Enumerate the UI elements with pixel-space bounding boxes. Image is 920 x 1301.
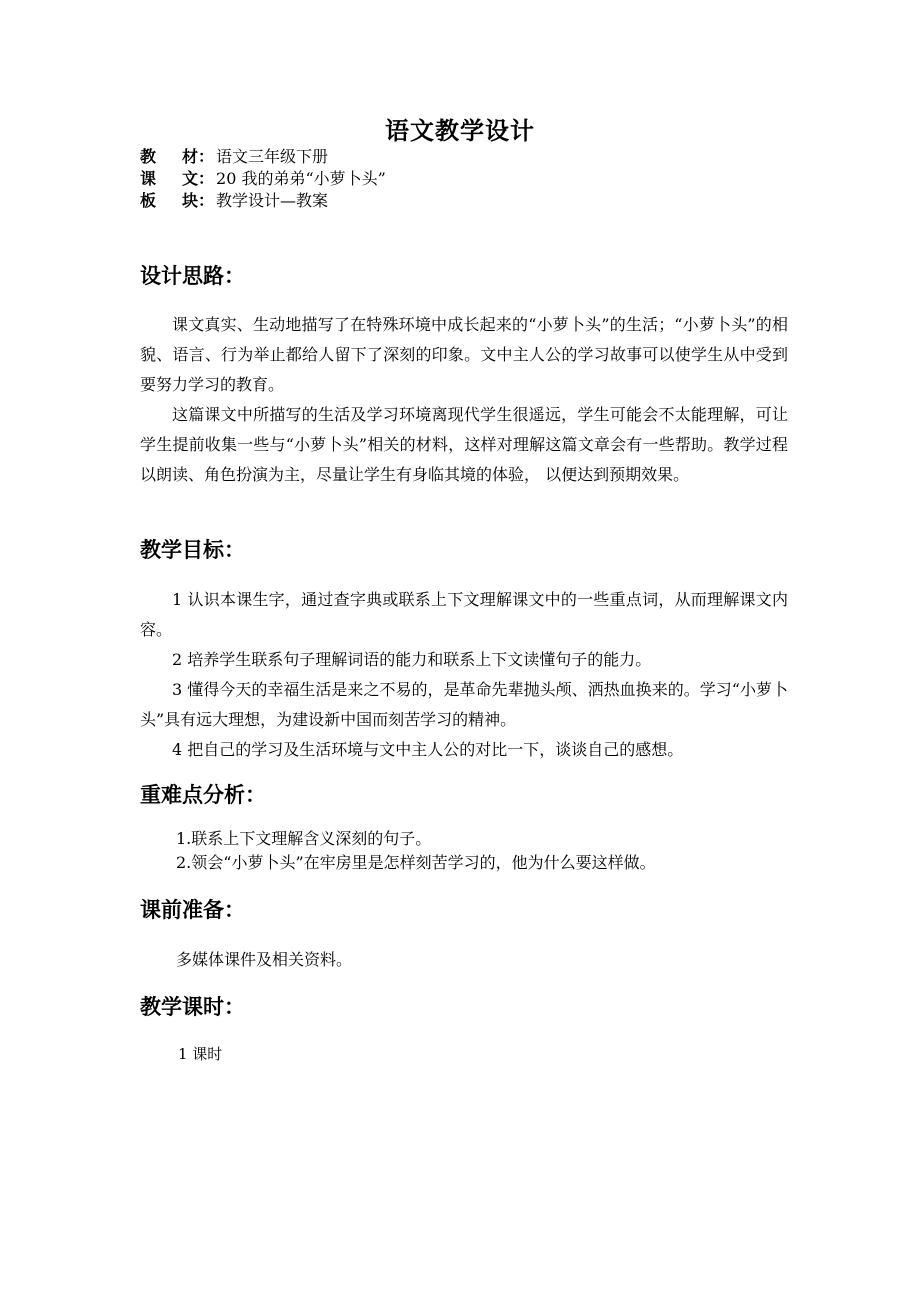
document-title: 语文教学设计 [385,117,535,145]
meta-section-label: 板块 [140,191,198,210]
meta-material-value: 语文三年级下册 [216,147,329,166]
meta-material-label: 教材 [140,147,198,166]
key-points-heading: 重难点分析： [140,783,266,807]
meta-colon: ： [198,147,215,166]
meta-material [140,146,386,168]
design-idea-paragraph: 课文真实、生动地描写了在特殊环境中成长起来的“小萝卜头”的生活；“小萝卜头”的相貌、语言、行为举止都给人留下了深刻的印象。文中主人公的学习故事可以使学生从中受到要努力学习的教育。 [140,315,788,394]
hours-heading: 教学课时： [140,995,245,1019]
meta-lesson [140,168,386,190]
objective-item: 3 懂得今天的幸福生活是来之不易的，是革命先辈抛头颅、洒热血换来的。学习“小萝卜头”具有远大理想，为建设新中国而刻苦学习的精神。 [140,680,788,729]
objective-item: 2 培养学生联系句子理解词语的能力和联系上下文读懂句子的能力。 [172,650,652,669]
meta-lesson-value: 20 我的弟弟“小萝卜头” [216,169,386,188]
meta-colon: ： [198,169,215,188]
key-point-item: 1.联系上下文理解含义深刻的句子。 [176,829,432,848]
document-meta [140,146,386,212]
design-idea-paragraph: 这篇课文中所描写的生活及学习环境离现代学生很遥远，学生可能会不太能理解，可让学生提前收集一些与“小萝卜头”相关的材料，这样对理解这篇文章会有一些帮助。教学过程以朗读、角色扮演为主，尽量让学生有身临其境的体验， 以便达到预期效果。 [140,405,788,484]
meta-section [140,190,386,212]
meta-lesson-label: 课文 [140,169,198,188]
objectives-heading: 教学目标： [140,538,245,562]
preparation-text: 多媒体课件及相关资料。 [176,950,353,969]
hours-text: 1 课时 [178,1045,223,1063]
meta-section-value: 教学设计—教案 [216,191,329,210]
objective-item: 1 认识本课生字，通过查字典或联系上下文理解课文中的一些重点词，从而理解课文内容。 [140,590,788,639]
objective-item: 4 把自己的学习及生活环境与文中主人公的对比一下，谈谈自己的感想。 [172,740,684,759]
preparation-heading: 课前准备： [140,898,245,922]
key-point-item: 2.领会“小萝卜头”在牢房里是怎样刻苦学习的，他为什么要这样做。 [176,853,656,872]
meta-colon: ： [198,191,215,210]
design-idea-heading: 设计思路： [140,264,245,288]
